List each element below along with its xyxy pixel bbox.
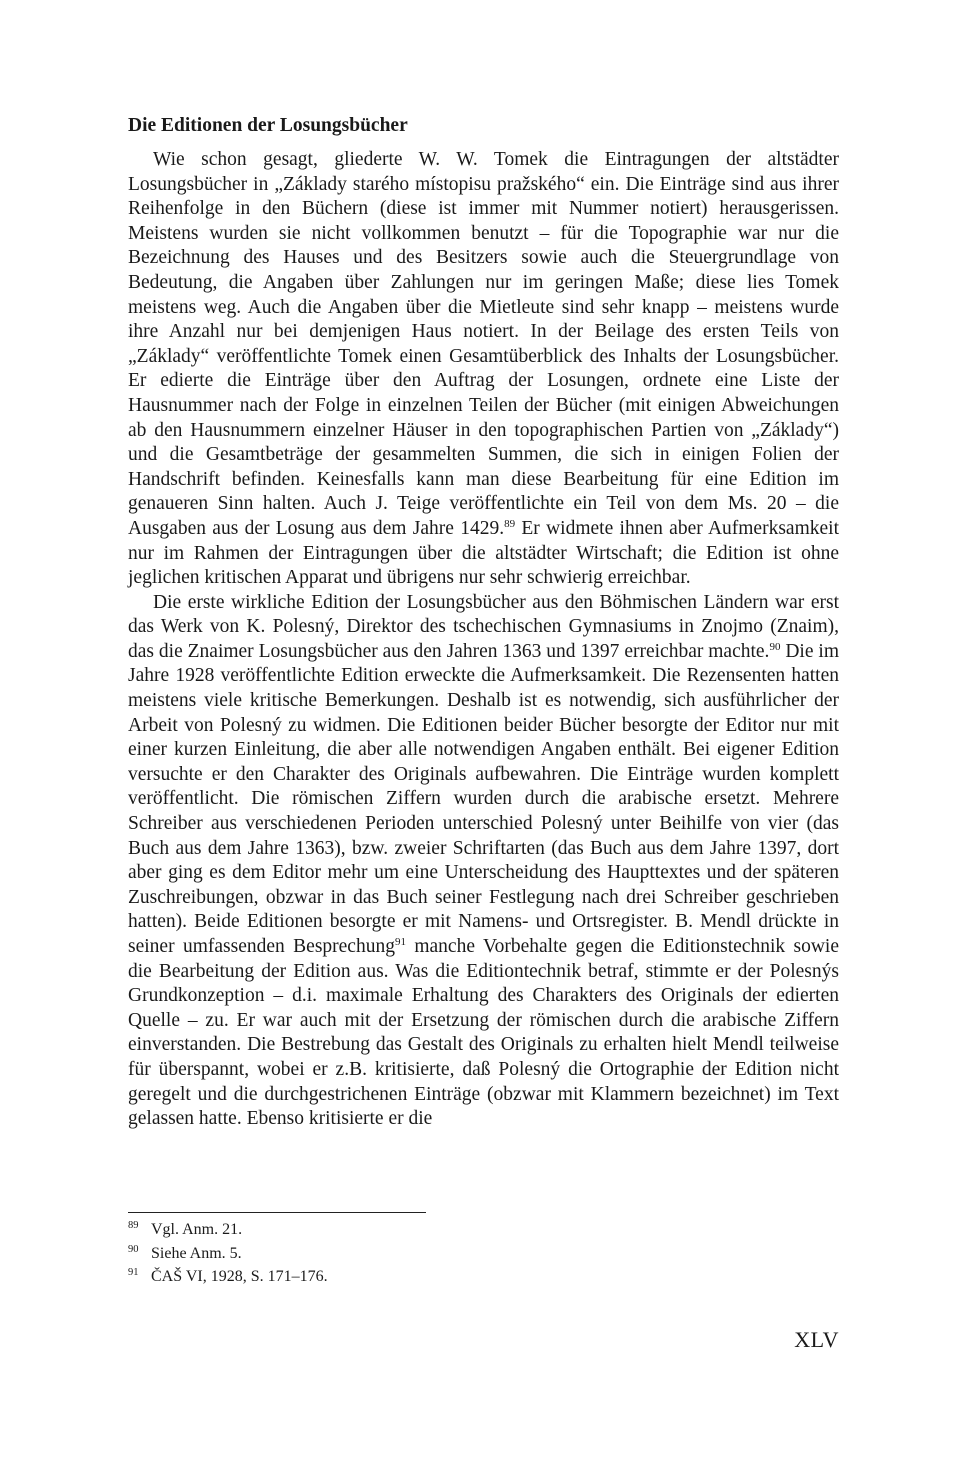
footnote-ref-91: 91 (394, 936, 406, 948)
footnotes (128, 1218, 728, 1289)
paragraph-1-text-b: Er widmete ihnen aber Aufmerksamkeit nur im Rahmen der Eintragungen über die altstädter Wirtschaft; die Edition ist ohne jeglichen kritischen Apparat und übrigens nur sehr schwierig erreichbar. (128, 517, 839, 589)
paragraph-2 (128, 591, 839, 1132)
main-text (128, 112, 839, 1132)
footnote-89: 89 Vgl. Anm. 21. (128, 1220, 243, 1238)
footnote-91: 91 ČAŠ VI, 1928, S. 171–176. (128, 1267, 328, 1285)
paragraph-1-text-a: Wie schon gesagt, gliederte W. W. Tomek die Eintragungen der altstädter Losungsbücher in „Základy starého místopisu pražského“ ein. Die Einträge sind aus ihrer Reihenfolge in den Büchern (diese ist immer mit Nummer notiert) herausgerissen. Meistens wurden sie nicht vollkommen benutzt – für die Topographie war nur die Bezeichnung des Hauses und des Besitzers sowie auch die Steuergrundlage von Bedeutung, die Angaben über Zahlungen nur im geringen Maße; diese lies Tomek meistens weg. Auch die Angaben über die Mietleute sind sehr knapp – meistens wurde ihre Anzahl nur bei demjenigen Haus notiert. In der Beilage des ersten Teils von „Základy“ veröffentlichte Tomek einen Gesamtüberblick des Inhalts der Losungsbücher. Er edierte die Einträge über den Auftrag der Losungen, ordnete eine Liste der Hausnummer nach der Folge in einzelnen Teilen der Bücher (mit einigen Abweichungen ab den Hausnummern einzelner Häuser in den topographischen Partien von „Základy“) und die Gesamtbeträge der gesammelten Summen, die sich in einigen Folien der Handschrift befinden. Keinesfalls kann man diese Bearbeitung für eine Edition im genaueren Sinn halten. Auch J. Teige veröffentlichte ein Teil von dem Ms. 20 – die Ausgaben aus der Losung aus dem Jahre 1429. (128, 149, 839, 539)
paragraph-2-text-b: Die im Jahre 1928 veröffentlichte Edition erweckte die Aufmerksamkeit. Die Rezensenten hatten meistens viele kritische Bemerkungen. Deshalb ist es notwendig, sich ausführlicher der Arbeit von Polesný zu widmen. Die Editionen beider Bücher besorgte der Editor nur mit einer kurzen Einleitung, die aber alle notwendigen Angaben enthält. Bei eigener Edition versuchte er den Charakter des Originals aufbewahren. Die Einträge wurden komplett veröffentlicht. Die römischen Ziffern wurden durch die arabische ersetzt. Mehrere Schreiber aus verschiedenen Perioden unterschied Polesný unter Beihilfe von vier (das Buch aus dem Jahre 1363), bzw. zweier Schriftarten (das Buch aus dem Jahre 1397, dort aber ging es dem Editor mehr um eine Unterscheidung des Haupttextes und der späteren Zuschreibungen, obzwar in das Buch seiner Festlegung nach drei Schreiber geschrieben hatten). Beide Editionen besorgte er mit Namens- und Ortsregister. B. Mendl drückte in seiner umfassenden Besprechung (128, 640, 839, 957)
footnote-ref-90: 90 (769, 640, 781, 653)
footnote-divider (128, 1212, 426, 1213)
paragraph-1 (128, 148, 839, 591)
page-number: XLV (794, 1327, 839, 1352)
footnote-90: 90 Siehe Anm. 5. (128, 1243, 242, 1262)
paragraph-2-text-c: manche Vorbehalte gegen die Editionstechnik sowie die Bearbeitung der Edition aus. Was die Editiontechnik betraf, stimmte er der Polesnýs Grundkonzeption – d.i. maximale Erhaltung des Charakters des Originals der edierten Quelle – zu. Er war auch mit der Ersetzung der römischen durch die arabische Ziffern einverstanden. Die Bestrebung das Gestalt des Originals zu erhalten hielt Mendl teilweise für überspannt, wobei er z.B. kritisierte, daß Polesný die Ortographie der Edition nicht geregelt und die durchgestrichenen Einträge (obzwar mit Klammern bezeichnet) im Text gelassen hatte. Ebenso kritisierte er die (128, 936, 840, 1130)
paragraph-2-text-a: Die erste wirkliche Edition der Losungsbücher aus den Böhmischen Ländern war erst das Werk von K. Polesný, Direktor des tschechischen Gymnasiums in Znojmo (Znaim), das die Znaimer Losungsbücher aus den Jahren 1363 und 1397 erreichbar machte. (128, 591, 839, 662)
footnote-text: Siehe Anm. 5. (151, 1244, 242, 1262)
section-heading: Die Editionen der Losungsbücher (128, 115, 408, 136)
footnote-text: Vgl. Anm. 21. (151, 1221, 243, 1238)
footnote-text: ČAŠ VI, 1928, S. 171–176. (151, 1268, 328, 1285)
footnote-ref-89: 89 (504, 517, 516, 530)
